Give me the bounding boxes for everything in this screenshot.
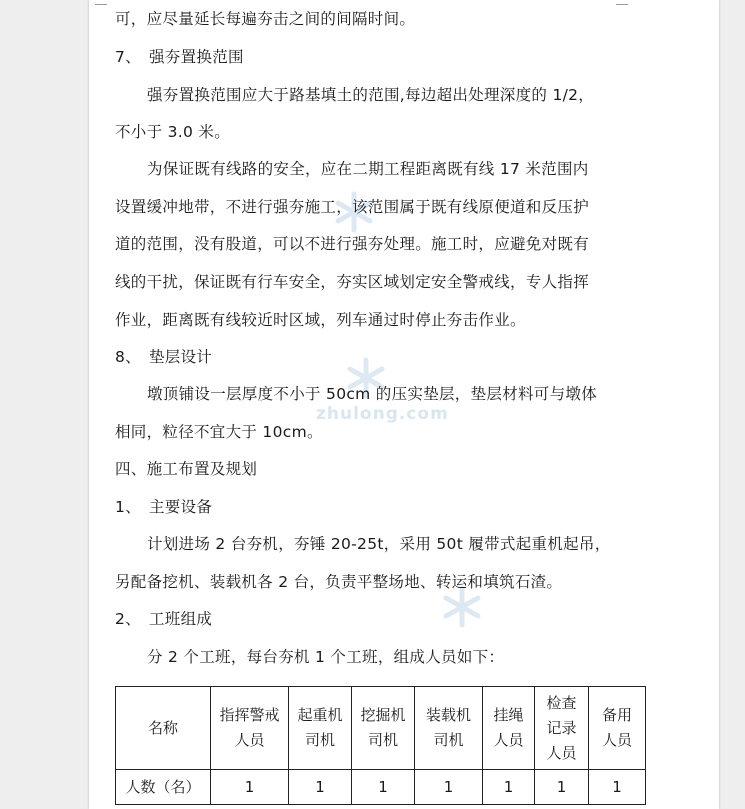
paragraph-line: 可，应尽量延长每遍夯击之间的间隔时间。 [115,10,416,28]
paragraph-line: 分 2 个工班，每台夯机 1 个工班，组成人员如下： [147,648,505,666]
section-heading-2 [115,609,645,629]
table-cell: 1 [415,770,483,805]
paragraph-line: 道的范围，没有股道，可以不进行强夯处理。施工时，应避免对既有 [115,235,590,253]
section-title: 垫层设计 [149,348,213,366]
section-title: 工班组成 [149,610,213,628]
table-header-cell: 备用 人员 [589,687,646,770]
paragraph-line: 另配备挖机、装载机各 2 台，负责平整场地、转运和填筑石渣。 [115,573,563,591]
paragraph-line: 线的干扰，保证既有行车安全，夯实区域划定安全警戒线，专人指挥 [115,273,590,291]
paragraph-line: 强夯置换范围应大于路基填土的范围,每边超出处理深度的 1/2， [147,86,595,104]
table-cell: 1 [535,770,589,805]
page-corner-mark-right [616,0,628,5]
staffing-table [115,686,646,805]
table-header-cell: 挂绳 人员 [483,687,535,770]
paragraph-line: 墩顶铺设一层厚度不小于 50cm 的压实垫层，垫层材料可与墩体 [147,385,597,403]
watermark-text: zhulong.com [316,404,449,424]
paragraph-line: 作业，距离既有线较近时区域，列车通过时停止夯击作业。 [115,311,526,329]
table-header-cell: 起重机 司机 [289,687,352,770]
table-header-row [116,687,646,770]
table-cell: 人数（名） [116,770,211,805]
chapter-heading: 四、施工布置及规划 [115,460,258,478]
table-cell: 1 [289,770,352,805]
table-header-cell: 挖掘机 司机 [352,687,415,770]
section-number: 7、 [115,48,141,66]
paragraph-line: 设置缓冲地带，不进行强夯施工，该范围属于既有线原便道和反压护 [115,198,590,216]
page-corner-mark-left [95,0,107,5]
table-cell: 1 [589,770,646,805]
table-header-cell: 装载机 司机 [415,687,483,770]
table-header-cell: 检查 记录 人员 [535,687,589,770]
table-row [116,770,646,805]
table-header-cell: 名称 [116,687,211,770]
paragraph-line: 相同，粒径不宜大于 10cm。 [115,423,323,441]
section-number: 2、 [115,610,141,628]
table-cell: 1 [211,770,289,805]
paragraph-line: 计划进场 2 台夯机，夯锤 20-25t，采用 50t 履带式起重机起吊， [147,535,611,553]
section-title: 强夯置换范围 [149,48,244,66]
section-number: 1、 [115,498,141,516]
section-number: 8、 [115,348,141,366]
paragraph-line: 不小于 3.0 米。 [115,123,231,141]
section-heading-8 [115,347,645,367]
section-heading-1 [115,497,645,517]
section-heading-7 [115,47,645,67]
table-cell: 1 [352,770,415,805]
paragraph-line: 为保证既有线路的安全，应在二期工程距离既有线 17 米范围内 [147,160,589,178]
section-title: 主要设备 [149,498,213,516]
table-header-cell: 指挥警戒 人员 [211,687,289,770]
table-cell: 1 [483,770,535,805]
